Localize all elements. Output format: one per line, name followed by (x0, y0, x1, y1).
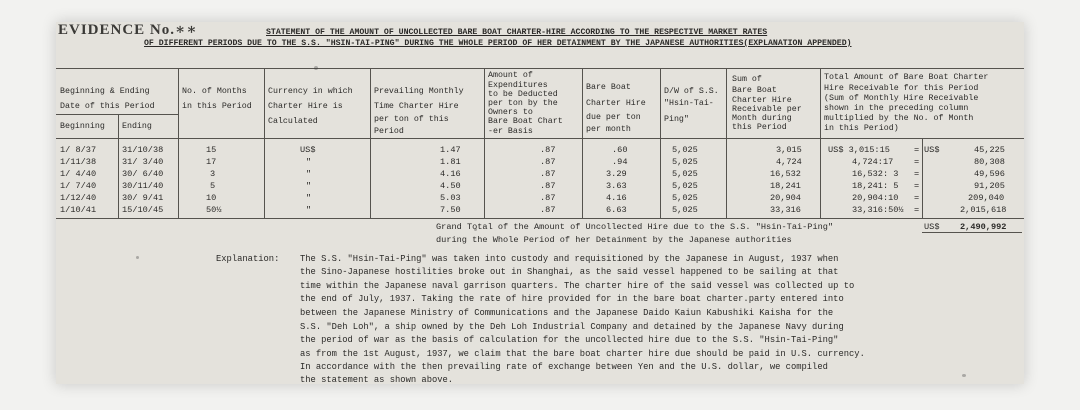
header-sum-line3: Charter Hire (732, 96, 792, 105)
header-exp-line3: to be Deducted (488, 90, 558, 99)
header-sum-line1: Sum of (732, 75, 762, 84)
row-months: 15 (206, 145, 217, 155)
grand-total-label-line2: during the Whole Period of her Detainment by the Japanese authorities (436, 235, 792, 245)
row-bare: 3.29 (606, 169, 627, 179)
row-beginning: 1/ 7/40 (60, 181, 97, 191)
row-sum: 20,904 (770, 193, 801, 203)
row-calc: 4,724:17 (852, 157, 894, 167)
row-sum: 33,316 (770, 205, 801, 215)
row-bare: .60 (612, 145, 628, 155)
row-currency: " (306, 169, 312, 179)
row-beginning: 1/12/40 (60, 193, 97, 203)
row-bare: 6.63 (606, 205, 627, 215)
row-months: 10 (206, 193, 217, 203)
header-months-line1: No. of Months (182, 87, 247, 96)
row-currency: " (306, 193, 312, 203)
header-rate-line3: per ton of this (374, 115, 449, 124)
row-months: 5 (210, 181, 216, 191)
ink-speck (136, 256, 139, 259)
document-sheet (56, 22, 1024, 384)
row-total: 49,596 (974, 169, 1005, 179)
header-bare-line4: per month (586, 125, 631, 134)
explanation-line: The S.S. "Hsin-Tai-Ping" was taken into custody and requisitioned by the Japanese in August, 1937 when (300, 254, 839, 264)
row-ending: 30/11/40 (122, 181, 164, 191)
row-dw: 5,025 (672, 205, 698, 215)
row-dw: 5,025 (672, 193, 698, 203)
explanation-line: between the Japanese Ministry of Communications and the Japanese Daido Kaiun Kabushiki Kaisha for the (300, 308, 834, 318)
header-exp-line5: Owners to (488, 108, 533, 117)
row-equals: = (914, 169, 920, 179)
row-bare: .94 (612, 157, 628, 167)
header-sum-line5: Month during (732, 114, 792, 123)
grand-total-value: 2,490,992 (960, 222, 1007, 232)
document-title-line2: OF DIFFERENT PERIODS DUE TO THE S.S. "HSIN-TAI-PING" DURING THE WHOLE PERIOD OF HER DETAINMENT BY THE JAPANESE AUTHORITIES(EXPLANATION APPENDED) (144, 39, 852, 48)
ink-speck (474, 228, 477, 231)
header-total-line1: Total Amount of Bare Boat Charter (824, 73, 989, 82)
header-total-line6: in this Period) (824, 124, 899, 133)
row-dw: 5,025 (672, 169, 698, 179)
row-sum: 4,724 (776, 157, 802, 167)
row-sum: 16,532 (770, 169, 801, 179)
row-currency: " (306, 205, 312, 215)
row-currency: " (306, 157, 312, 167)
col-divider (370, 68, 371, 218)
header-exp-line4: per ton by the (488, 99, 558, 108)
row-ending: 15/10/45 (122, 205, 164, 215)
row-months: 50½ (206, 205, 222, 215)
row-bare: 4.16 (606, 193, 627, 203)
row-total: 209,040 (968, 193, 1005, 203)
row-dw: 5,025 (672, 145, 698, 155)
row-beginning: 1/ 4/40 (60, 169, 97, 179)
row-rate: 7.50 (440, 205, 461, 215)
header-sum-line4: Receivable per (732, 105, 802, 114)
header-sum-line6: this Period (732, 123, 787, 132)
header-currency-line3: Calculated (268, 117, 318, 126)
row-rate: 1.47 (440, 145, 461, 155)
row-total: 91,205 (974, 181, 1005, 191)
row-calc: 16,532: 3 (852, 169, 899, 179)
header-exp-line2: Expenditures (488, 81, 548, 90)
row-months: 3 (210, 169, 216, 179)
header-dw-line1: D/W of S.S. (664, 87, 719, 96)
row-rate: 4.50 (440, 181, 461, 191)
row-ending: 30/ 9/41 (122, 193, 164, 203)
explanation-label: Explanation: (216, 254, 280, 264)
table-top-rule (56, 68, 1024, 69)
table-header-rule (56, 138, 1024, 139)
header-rate-line1: Prevailing Monthly (374, 87, 464, 96)
row-calc: 18,241: 5 (852, 181, 899, 191)
explanation-line: the end of July, 1937. Taking the rate of hire provided for in the bare boat charter.party entered into (300, 294, 844, 304)
row-sum: 18,241 (770, 181, 801, 191)
evidence-label: EVIDENCE No.∗∗ (58, 22, 198, 38)
header-period-line2: Date of this Period (60, 102, 155, 111)
header-total-line3: (Sum of Monthly Hire Receivable (824, 94, 979, 103)
grand-total-underline (922, 232, 1022, 233)
row-equals: = (914, 193, 920, 203)
ink-speck (962, 374, 966, 377)
row-dw: 5,025 (672, 157, 698, 167)
row-rate: 4.16 (440, 169, 461, 179)
row-beginning: 1/11/38 (60, 157, 97, 167)
header-period-line1: Beginning & Ending (60, 87, 150, 96)
header-total-line4: shown in the preceding column (824, 104, 969, 113)
row-ending: 31/ 3/40 (122, 157, 164, 167)
col-divider (264, 68, 265, 218)
col-divider (178, 68, 179, 218)
row-ending: 31/10/38 (122, 145, 164, 155)
row-total: 2,015,618 (960, 205, 1007, 215)
row-rate: 5.03 (440, 193, 461, 203)
table-bottom-rule (56, 218, 1024, 219)
explanation-line: the Sino-Japanese hostilities broke out in Shanghai, as the said vessel happened to be sailing at that (300, 267, 839, 277)
header-bare-line3: due per ton (586, 113, 641, 122)
row-expenditure: .87 (540, 181, 556, 191)
header-bare-line1: Bare Boat (586, 83, 631, 92)
col-divider (820, 68, 821, 218)
col-divider (726, 68, 727, 218)
row-ending: 30/ 6/40 (122, 169, 164, 179)
row-beginning: 1/10/41 (60, 205, 97, 215)
row-bare: 3.63 (606, 181, 627, 191)
col-divider (922, 138, 923, 218)
header-months-line2: in this Period (182, 102, 252, 111)
row-sum: 3,015 (776, 145, 802, 155)
explanation-line: S.S. "Deh Loh", a ship owned by the Deh Loh Industrial Company and detained by the Japanese Navy during (300, 322, 844, 332)
row-dw: 5,025 (672, 181, 698, 191)
col-divider (484, 68, 485, 218)
header-dw-line2: "Hsin-Tai- (664, 99, 714, 108)
row-expenditure: .87 (540, 145, 556, 155)
row-currency2: US$ (924, 145, 940, 155)
row-months: 17 (206, 157, 217, 167)
header-currency-line1: Currency in which (268, 87, 353, 96)
row-equals: = (914, 145, 920, 155)
row-expenditure: .87 (540, 193, 556, 203)
document-title-line1: STATEMENT OF THE AMOUNT OF UNCOLLECTED BARE BOAT CHARTER-HIRE ACCORDING TO THE RESPECTIVE MARKET RATES (266, 28, 768, 37)
header-beginning: Beginning (60, 122, 105, 131)
row-calc: 33,316:50½ (852, 205, 904, 215)
header-exp-line6: Bare Boat Chart (488, 117, 563, 126)
header-dw-line3: Ping" (664, 115, 689, 124)
row-calc: 20,904:10 (852, 193, 899, 203)
header-exp-line1: Amount of (488, 71, 533, 80)
row-currency: " (306, 181, 312, 191)
header-rate-line2: Time Charter Hire (374, 102, 459, 111)
header-ending: Ending (122, 122, 152, 131)
row-total: 80,308 (974, 157, 1005, 167)
row-equals: = (914, 205, 920, 215)
header-total-line2: Hire Receivable for this Period (824, 84, 979, 93)
explanation-line: as from the 1st August, 1937, we claim that the bare boat charter hire due should be paid in U.S. currency. (300, 349, 865, 359)
row-total: 45,225 (974, 145, 1005, 155)
row-rate: 1.81 (440, 157, 461, 167)
row-calc: US$ 3,015:15 (828, 145, 890, 155)
period-sub-rule (56, 114, 178, 115)
row-equals: = (914, 157, 920, 167)
explanation-line: the period of war as the basis of calculation for the uncollected hire due to the S.S. "Hsin-Tai-Ping" (300, 335, 839, 345)
row-expenditure: .87 (540, 157, 556, 167)
grand-total-label-line1: Grand Total of the Amount of Uncollected Hire due to the S.S. "Hsin-Tai-Ping" (436, 222, 834, 232)
grand-total-currency: US$ (924, 222, 940, 232)
header-currency-line2: Charter Hire is (268, 102, 343, 111)
header-rate-line4: Period (374, 127, 404, 136)
explanation-line: In accordance with the then prevailing rate of exchange between Yen and the U.S. dollar, we compiled (300, 362, 828, 372)
header-bare-line2: Charter Hire (586, 99, 646, 108)
row-equals: = (914, 181, 920, 191)
ink-speck (314, 66, 318, 70)
col-divider (118, 114, 119, 218)
col-divider (582, 68, 583, 218)
header-sum-line2: Bare Boat (732, 86, 777, 95)
explanation-line: time within the Japanese naval garrison quarters. The charter hire of the said vessel was collected up to (300, 281, 855, 291)
row-expenditure: .87 (540, 169, 556, 179)
header-exp-line7: -er Basis (488, 127, 533, 136)
row-currency: US$ (300, 145, 316, 155)
row-beginning: 1/ 8/37 (60, 145, 97, 155)
explanation-line: the statement as shown above. (300, 375, 454, 384)
row-expenditure: .87 (540, 205, 556, 215)
col-divider (660, 68, 661, 218)
header-total-line5: multiplied by the No. of Month (824, 114, 974, 123)
